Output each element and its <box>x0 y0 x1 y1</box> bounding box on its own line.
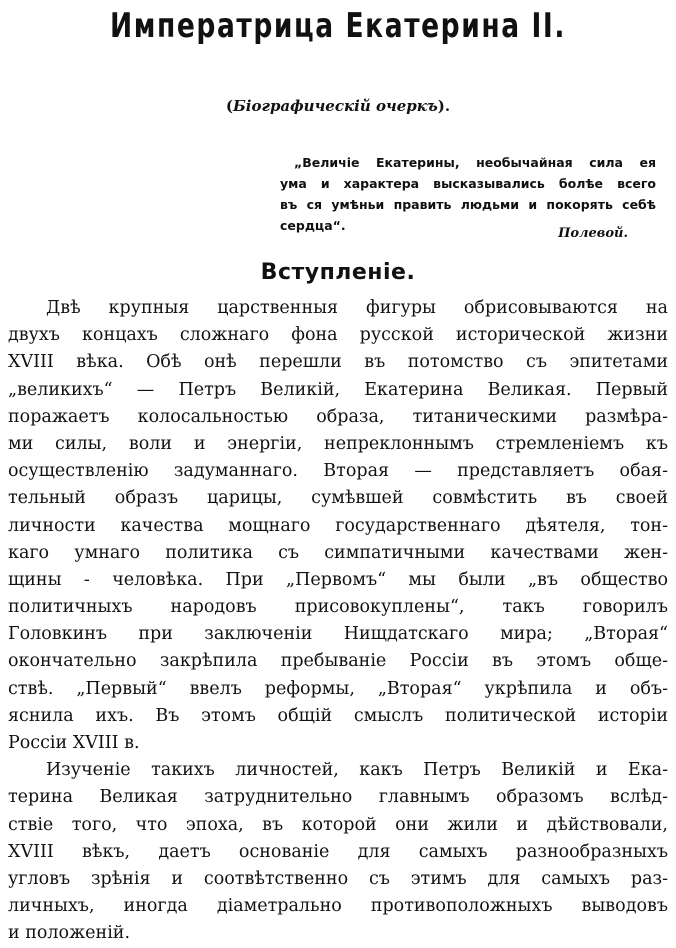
text-line: XVIII вѣка. Обѣ онѣ перешли въ потомство съ эпитетами <box>8 352 668 373</box>
page-subtitle <box>0 97 676 115</box>
epigraph-line: сердца“. <box>280 218 346 233</box>
subtitle-text: Біографическій очеркъ <box>232 97 438 115</box>
subtitle-open-paren: ( <box>225 97 233 115</box>
text-line: осуществленію задуманнаго. Вторая — представляетъ обая- <box>8 461 668 482</box>
text-line: яснила ихъ. Въ этомъ общій смыслъ политической исторіи <box>8 705 668 726</box>
section-heading: Вступленіе. <box>260 260 416 285</box>
epigraph-line: „Величіе Екатерины, необычайная сила ея <box>294 155 656 170</box>
text-line: тельный образъ царицы, сумѣвшей совмѣстить въ своей <box>8 488 668 509</box>
text-line: личности качества мощнаго государственнаго дѣятеля, тон- <box>8 515 668 536</box>
text-line: ствѣ. „Первый“ ввелъ реформы, „Вторая“ укрѣпила и объ- <box>8 678 668 699</box>
text-line: Россіи XVIII в. <box>8 733 140 753</box>
text-line: угловъ зрѣнія и соотвѣтственно съ этимъ для самыхъ раз- <box>8 868 668 889</box>
epigraph <box>280 152 656 236</box>
text-line: ствіе того, что эпоха, въ которой они жили и дѣйствовали, <box>8 814 668 835</box>
text-line: XVIII вѣкъ, даетъ основаніе для самыхъ разнообразныхъ <box>8 841 668 862</box>
text-line: Двѣ крупныя царственныя фигуры обрисовываются на <box>46 298 668 318</box>
paragraph-1 <box>8 295 668 757</box>
epigraph-line: ума и характера высказывались болѣе всего <box>280 176 656 191</box>
page-title: Императрица Екатерина II. <box>110 6 566 46</box>
text-line: и положеній. <box>8 923 131 944</box>
epigraph-author: Полевой. <box>558 226 628 241</box>
text-line: ми силы, воли и энергіи, непреклоннымъ стремленіемъ къ <box>8 433 668 454</box>
text-line: политичныхъ народовъ присовокуплены“, такъ говорилъ <box>8 597 668 618</box>
text-line: терина Великая затруднительно главнымъ образомъ вслѣд- <box>8 787 668 808</box>
text-line: двухъ концахъ сложнаго фона русской исторической жизни <box>8 325 668 346</box>
epigraph-line: въ ся умѣньи править людьми и покорять себѣ <box>280 197 656 212</box>
subtitle-close-paren: ). <box>437 97 451 115</box>
text-line: щины - человѣка. При „Первомъ“ мы были „въ общество <box>8 569 668 590</box>
text-line: Головкинъ при заключеніи Нищдатскаго мира; „Вторая“ <box>8 624 668 645</box>
text-line: окончательно закрѣпила пребываніе Россіи въ этомъ обще- <box>8 651 668 672</box>
body-text <box>8 295 668 948</box>
text-line: Изученіе такихъ личностей, какъ Петръ Великій и Ека- <box>46 760 668 781</box>
text-line: каго умнаго политика съ симпатичными качествами жен- <box>8 542 668 563</box>
text-line: поражаетъ колосальностью образа, титаническими размѣра- <box>8 406 668 427</box>
paragraph-2 <box>8 757 668 947</box>
text-line: „великихъ“ — Петръ Великій, Екатерина Великая. Первый <box>8 379 668 400</box>
text-line: личныхъ, иногда діаметрально противоположныхъ выводовъ <box>8 896 668 917</box>
